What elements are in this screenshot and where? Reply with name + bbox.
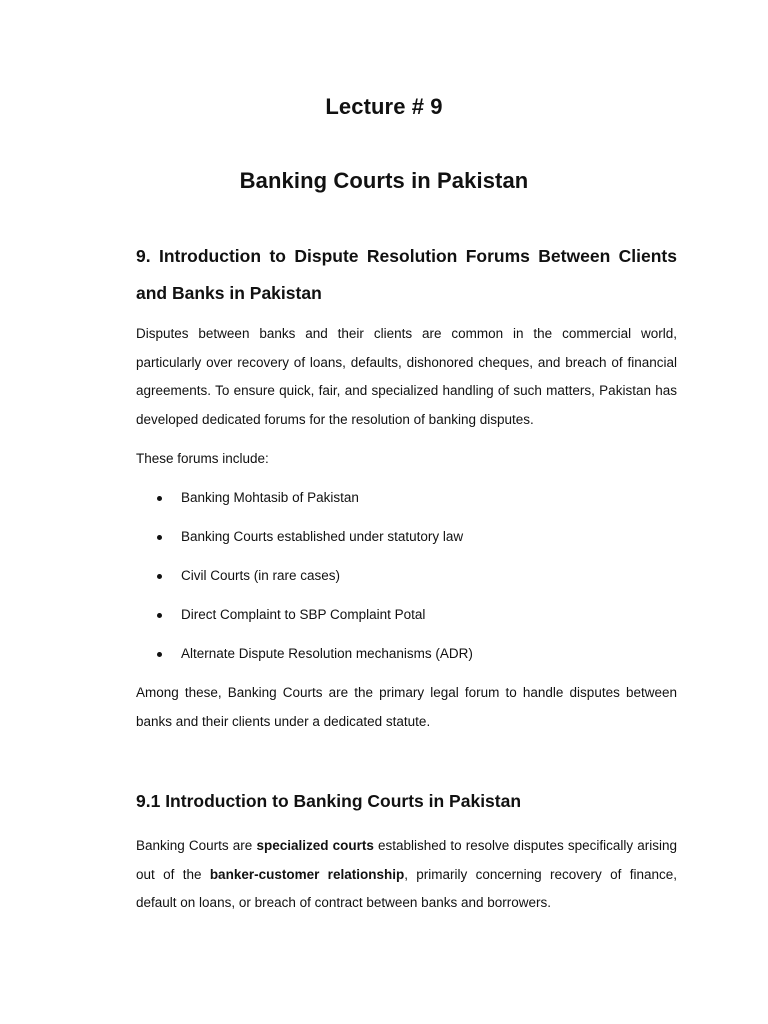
list-item-text: Direct Complaint to SBP Complaint Potal (181, 607, 426, 622)
lecture-title: Lecture # 9 (325, 94, 443, 119)
emphasis-banker-customer-relationship: banker-customer relationship (209, 866, 405, 882)
paragraph-text: established to resolve disputes specifically arising out of the (136, 838, 678, 882)
list-item (136, 484, 677, 523)
list-item-text: Banking Mohtasib of Pakistan (181, 490, 359, 505)
list-item-text: Civil Courts (in rare cases) (181, 568, 341, 583)
bullet-icon (157, 574, 162, 579)
emphasis-specialized-courts: specialized courts (256, 838, 374, 853)
bullet-icon (157, 613, 162, 618)
forums-lead-text: These forums include: (136, 451, 269, 466)
list-item (136, 640, 677, 679)
paragraph-text: , primarily concerning recovery of finance, default on loans, or breach of contract between banks and borrowers. (136, 866, 677, 911)
section-courts-heading: 9.1 Introduction to Banking Courts in Pakistan (136, 791, 522, 811)
list-item-text: Alternate Dispute Resolution mechanisms (ADR) (181, 646, 473, 661)
section-intro-heading: 9. Introduction to Dispute Resolution Forums Between Clients and Banks in Pakistan (136, 246, 677, 303)
document-title: Banking Courts in Pakistan (239, 168, 529, 193)
section-courts-paragraph (136, 832, 677, 918)
bullet-icon (157, 496, 162, 501)
forums-closing-paragraph: Among these, Banking Courts are the primary legal forum to handle disputes between banks and their clients under a dedicated statute. (136, 685, 677, 729)
forums-list (136, 484, 677, 679)
bullet-icon (157, 535, 162, 540)
list-item-text: Banking Courts established under statutory law (181, 529, 464, 544)
list-item (136, 523, 677, 562)
section-intro-paragraph: Disputes between banks and their clients are common in the commercial world, particularly over recovery of loans, defaults, dishonored cheques, and breach of financial agreements. To ensure quick, fair, and specialized handling of such matters, Pakistan has developed dedicated forums for the resolution of banking disputes. (136, 326, 677, 428)
bullet-icon (157, 652, 162, 657)
list-item (136, 562, 677, 601)
list-item (136, 601, 677, 640)
paragraph-text: Banking Courts are (136, 838, 257, 853)
